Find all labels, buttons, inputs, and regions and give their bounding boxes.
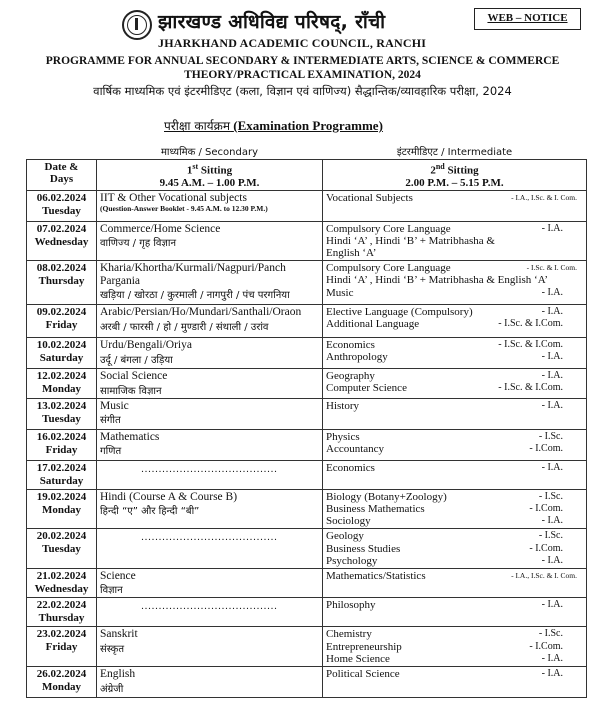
- exam-programme-hindi: परीक्षा कार्यक्रम: [164, 119, 231, 133]
- secondary-subject-cell: [97, 190, 323, 221]
- exam-date: 06.02.2024: [36, 191, 87, 204]
- intermediate-subject: Philosophy: [326, 599, 376, 612]
- exam-day: Friday: [45, 443, 78, 456]
- stream-label: - I.A.: [541, 515, 563, 527]
- secondary-subject: Music: [100, 399, 129, 412]
- intermediate-subject-cell: [323, 460, 587, 489]
- intermediate-subject-line: [326, 570, 583, 582]
- web-notice-badge: WEB – NOTICE: [474, 8, 581, 30]
- table-row: [27, 338, 587, 369]
- secondary-subject: IIT & Other Vocational subjects: [100, 191, 247, 204]
- secondary-subject-cell: [97, 598, 323, 627]
- secondary-subject-hindi: संगीत: [100, 415, 121, 427]
- exam-day: Monday: [41, 503, 82, 516]
- intermediate-subject-line: [326, 306, 583, 318]
- intermediate-subject: Business Mathematics: [326, 502, 425, 515]
- exam-date: 23.02.2024: [36, 628, 87, 641]
- intermediate-subject-cell: [323, 190, 587, 221]
- programme-title-line1: PROGRAMME FOR ANNUAL SECONDARY & INTERMEDIATE ARTS, SCIENCE & COMMERCE: [45, 55, 560, 67]
- secondary-subject: English: [100, 668, 136, 681]
- intermediate-subject-cell: [323, 568, 587, 598]
- secondary-subject: Social Science: [100, 370, 168, 383]
- table-row: [27, 261, 587, 305]
- no-exam-placeholder: .......................................: [141, 532, 278, 544]
- stream-label: - I.A.: [541, 668, 563, 680]
- exam-day: Friday: [45, 319, 78, 332]
- stream-label: - I.A., I.Sc. & I. Com.: [511, 192, 577, 202]
- exam-date-cell: [27, 338, 97, 369]
- table-row: [27, 627, 587, 667]
- exam-date: 16.02.2024: [36, 430, 87, 443]
- exam-date-cell: [27, 261, 97, 305]
- intermediate-subject: Music: [326, 286, 354, 299]
- exam-day: Thursday: [38, 612, 85, 625]
- intermediate-subject-line: [326, 653, 583, 665]
- document-header: [0, 0, 605, 112]
- stream-label: - I.Sc. & I.Com.: [498, 339, 563, 351]
- intermediate-subject-line: [326, 400, 583, 412]
- secondary-subject-cell: [97, 429, 323, 460]
- exam-date-cell: [27, 221, 97, 261]
- stream-label: - I.A.: [541, 286, 563, 298]
- table-row: [27, 460, 587, 489]
- exam-date-cell: [27, 305, 97, 338]
- stream-label: - I.A.: [541, 399, 563, 411]
- exam-date: 20.02.2024: [36, 530, 87, 543]
- intermediate-subject: Geography: [326, 370, 375, 383]
- exam-day: Tuesday: [42, 543, 81, 556]
- stream-label: - I.Sc.: [538, 490, 563, 502]
- table-row: [27, 398, 587, 429]
- intermediate-subject-line: [326, 530, 583, 542]
- table-row: [27, 190, 587, 221]
- secondary-subject-cell: [97, 568, 323, 598]
- intermediate-subject: Home Science: [326, 652, 390, 665]
- secondary-subject: Arabic/Persian/Ho/Mundari/Santhali/Oraon: [100, 306, 302, 319]
- secondary-subject-hindi: गणित: [100, 446, 122, 458]
- intermediate-subject-line: [326, 431, 583, 443]
- stream-label: - I.Sc.: [538, 628, 563, 640]
- intermediate-subject-line: [326, 247, 583, 259]
- exam-date-cell: [27, 460, 97, 489]
- intermediate-subject: Sociology: [326, 515, 371, 528]
- intermediate-subject-cell: [323, 598, 587, 627]
- exam-date-cell: [27, 667, 97, 698]
- intermediate-subject-line: [326, 223, 583, 235]
- exam-date: 17.02.2024: [36, 461, 87, 474]
- exam-date: 08.02.2024: [36, 262, 87, 275]
- schedule-rows: [27, 190, 587, 697]
- intermediate-subject-line: [326, 382, 583, 394]
- intermediate-subject-line: [326, 503, 583, 515]
- stream-label: - I.Com.: [529, 640, 563, 652]
- intermediate-subject: Chemistry: [326, 628, 372, 641]
- secondary-subject: Science: [100, 569, 136, 582]
- intermediate-subject-cell: [323, 221, 587, 261]
- intermediate-subject-cell: [323, 261, 587, 305]
- exam-date-cell: [27, 568, 97, 598]
- council-name-english: JHARKHAND ACADEMIC COUNCIL, RANCHI: [158, 36, 427, 50]
- intermediate-subject-cell: [323, 489, 587, 529]
- no-exam-placeholder: .......................................: [141, 601, 278, 613]
- intermediate-subject-line: [326, 351, 583, 363]
- secondary-subject-cell: [97, 489, 323, 529]
- secondary-subject-cell: [97, 627, 323, 667]
- secondary-subject-cell: [97, 369, 323, 399]
- intermediate-subject: Vocational Subjects: [326, 191, 413, 204]
- second-sitting-header: 2nd Sitting 2.00 P.M. – 5.15 P.M.: [323, 160, 587, 191]
- intermediate-subject: Compulsory Core Language: [326, 222, 451, 235]
- intermediate-subject: Computer Science: [326, 382, 407, 395]
- intermediate-subject-cell: [323, 529, 587, 569]
- secondary-subject-cell: [97, 460, 323, 489]
- intermediate-subject-cell: [323, 398, 587, 429]
- intermediate-subject-cell: [323, 338, 587, 369]
- secondary-subject-cell: [97, 338, 323, 369]
- stream-label: - I.Com.: [529, 542, 563, 554]
- exam-day: Tuesday: [42, 204, 81, 217]
- intermediate-subject-line: [326, 641, 583, 653]
- exam-date: 22.02.2024: [36, 599, 87, 612]
- intermediate-subject: Economics: [326, 461, 375, 474]
- exam-date-cell: [27, 190, 97, 221]
- intermediate-subject-cell: [323, 627, 587, 667]
- exam-date-cell: [27, 598, 97, 627]
- intermediate-subject-line: [326, 515, 583, 527]
- intermediate-subject: Biology (Botany+Zoology): [326, 490, 447, 503]
- stream-label: - I.Sc.: [538, 530, 563, 542]
- exam-day: Thursday: [38, 275, 85, 288]
- secondary-subject-hindi: संस्कृत: [100, 643, 125, 655]
- stream-label: - I.A.: [541, 222, 563, 234]
- exam-date-cell: [27, 369, 97, 399]
- intermediate-subject-line: [326, 370, 583, 382]
- intermediate-subject: Business Studies: [326, 542, 401, 555]
- intermediate-subject: History: [326, 399, 359, 412]
- exam-day: Monday: [41, 383, 82, 396]
- stream-label: - I.A.: [541, 652, 563, 664]
- exam-date: 12.02.2024: [36, 370, 87, 383]
- stream-label: - I.A.: [541, 554, 563, 566]
- secondary-subject: Sanskrit: [100, 628, 138, 641]
- table-row: [27, 429, 587, 460]
- exam-date: 07.02.2024: [36, 222, 87, 235]
- intermediate-subject-cell: [323, 369, 587, 399]
- secondary-subject: Kharia/Khortha/Kurmali/Nagpuri/Panch Pargania: [100, 262, 286, 287]
- table-row: [27, 667, 587, 698]
- intermediate-subject-line: [326, 262, 583, 274]
- exam-date-cell: [27, 489, 97, 529]
- secondary-subject: Urdu/Bengali/Oriya: [100, 339, 192, 352]
- section-labels-row: [27, 143, 587, 160]
- exam-date: 09.02.2024: [36, 306, 87, 319]
- exam-date-cell: [27, 627, 97, 667]
- exam-date-cell: [27, 398, 97, 429]
- intermediate-subject: Anthropology: [326, 351, 388, 364]
- table-row: [27, 305, 587, 338]
- stream-label: - I.A.: [541, 461, 563, 473]
- table-row: [27, 568, 587, 598]
- intermediate-subject-line: [326, 287, 583, 299]
- intermediate-subject: Physics: [326, 430, 360, 443]
- exam-day: Wednesday: [34, 582, 89, 595]
- no-exam-placeholder: .......................................: [141, 463, 278, 475]
- intermediate-subject: Economics: [326, 339, 375, 352]
- council-emblem-icon: [122, 10, 152, 40]
- secondary-subject-hindi: खड़िया / खोरठा / कुरमाली / नागपुरी / पंच परगनिया: [100, 290, 290, 302]
- stream-label: - I.A.: [541, 370, 563, 382]
- exam-day: Friday: [45, 641, 78, 654]
- exam-day: Tuesday: [42, 412, 81, 425]
- exam-date: 19.02.2024: [36, 490, 87, 503]
- intermediate-subject-line: [326, 192, 583, 204]
- intermediate-subject: Entrepreneurship: [326, 640, 402, 653]
- secondary-subject-cell: [97, 305, 323, 338]
- exam-programme-english: (Examination Programme): [233, 118, 383, 133]
- intermediate-subject: Additional Language: [326, 318, 420, 331]
- intermediate-subject-line: [326, 274, 583, 286]
- programme-title-hindi: वार्षिक माध्यमिक एवं इंटरमीडिएट (कला, विज्ञान एवं वाणिज्य) सैद्धान्तिक/व्यावहारिक परीक्षा, 2024: [93, 84, 512, 98]
- intermediate-subject: Accountancy: [326, 442, 385, 455]
- stream-label: - I.Sc. & I.Com.: [498, 382, 563, 394]
- intermediate-subject: Mathematics/Statistics: [326, 569, 426, 582]
- stream-label: - I.Com.: [529, 502, 563, 514]
- secondary-subject: Mathematics: [100, 430, 160, 443]
- secondary-subject-hindi: वाणिज्य / गृह विज्ञान: [100, 238, 177, 250]
- secondary-subject-cell: [97, 667, 323, 698]
- intermediate-subject-line: [326, 462, 583, 474]
- intermediate-subject: Psychology: [326, 554, 378, 567]
- secondary-subject-hindi: विज्ञान: [100, 585, 123, 597]
- intermediate-subject-cell: [323, 429, 587, 460]
- stream-label: - I.Sc. & I.Com.: [498, 318, 563, 330]
- secondary-subject: Commerce/Home Science: [100, 222, 221, 235]
- secondary-subject-cell: [97, 398, 323, 429]
- exam-date: 13.02.2024: [36, 399, 87, 412]
- stream-label: - I.A., I.Sc. & I. Com.: [511, 570, 577, 580]
- table-row: [27, 598, 587, 627]
- table-row: [27, 369, 587, 399]
- exam-date: 26.02.2024: [36, 668, 87, 681]
- exam-date-cell: [27, 429, 97, 460]
- exam-date: 10.02.2024: [36, 339, 87, 352]
- first-sitting-header: 1st Sitting 9.45 A.M. – 1.00 P.M.: [97, 160, 323, 191]
- exam-date-cell: [27, 529, 97, 569]
- exam-day: Saturday: [39, 352, 84, 365]
- stream-label: - I.Com.: [529, 442, 563, 454]
- intermediate-subject-line: [326, 599, 583, 611]
- exam-day: Monday: [41, 681, 82, 694]
- intermediate-subject-line: [326, 668, 583, 680]
- secondary-note: (Question-Answer Booklet - 9.45 A.M. to 12.30 P.M.): [100, 204, 268, 214]
- secondary-subject-hindi: हिन्दी “ए” और हिन्दी “बी”: [100, 506, 200, 518]
- intermediate-subject: Hindi ‘A’ , Hindi ‘B’ + Matribhasha & English ‘A’: [326, 274, 549, 287]
- secondary-subject: Hindi (Course A & Course B): [100, 490, 238, 503]
- exam-schedule-table: [26, 143, 587, 698]
- exam-day: Saturday: [39, 474, 84, 487]
- table-row: [27, 221, 587, 261]
- intermediate-subject: Hindi ‘A’ , Hindi ‘B’ + Matribhasha &: [326, 234, 495, 247]
- exam-day: Wednesday: [34, 235, 89, 248]
- secondary-subject-hindi: सामाजिक विज्ञान: [100, 385, 162, 397]
- intermediate-subject: Compulsory Core Language: [326, 262, 451, 275]
- intermediate-subject-line: [326, 443, 583, 455]
- intermediate-subject-line: [326, 318, 583, 330]
- stream-label: - I.A.: [541, 599, 563, 611]
- intermediate-subject-line: [326, 555, 583, 567]
- secondary-subject-hindi: उर्दू / बंगला / उड़िया: [100, 354, 173, 366]
- exam-date: 21.02.2024: [36, 569, 87, 582]
- secondary-subject-hindi: अंग्रेजी: [100, 683, 124, 695]
- council-name-hindi: झारखण्ड अधिविद्य परिषद्, राँची: [158, 11, 386, 33]
- table-row: [27, 529, 587, 569]
- exam-programme-heading: [164, 117, 383, 134]
- intermediate-subject: Geology: [326, 530, 364, 543]
- intermediate-subject-line: [326, 491, 583, 503]
- table-row: [27, 489, 587, 529]
- stream-label: - I.Sc.: [538, 430, 563, 442]
- intermediate-subject-cell: [323, 667, 587, 698]
- stream-label: - I.Sc. & I. Com.: [526, 263, 577, 273]
- secondary-subject-cell: [97, 221, 323, 261]
- intermediate-subject: Political Science: [326, 668, 400, 681]
- secondary-subject-cell: [97, 529, 323, 569]
- column-header-row: [27, 160, 587, 191]
- intermediate-subject-line: [326, 628, 583, 640]
- intermediate-label: इंटरमीडिएट / Intermediate: [323, 143, 587, 160]
- intermediate-subject: English ‘A’: [326, 247, 377, 260]
- stream-label: - I.A.: [541, 351, 563, 363]
- stream-label: - I.A.: [541, 306, 563, 318]
- programme-title-line2: THEORY/PRACTICAL EXAMINATION, 2024: [184, 69, 421, 81]
- intermediate-subject-cell: [323, 305, 587, 338]
- date-column-header: Date & Days: [27, 160, 97, 191]
- intermediate-subject: Elective Language (Compulsory): [326, 306, 473, 319]
- intermediate-subject-line: [326, 339, 583, 351]
- intermediate-subject-line: [326, 235, 583, 247]
- intermediate-subject-line: [326, 543, 583, 555]
- secondary-label: माध्यमिक / Secondary: [97, 143, 323, 160]
- secondary-subject-cell: [97, 261, 323, 305]
- secondary-subject-hindi: अरबी / फारसी / हो / मुण्डारी / संथाली / उरांव: [100, 321, 269, 333]
